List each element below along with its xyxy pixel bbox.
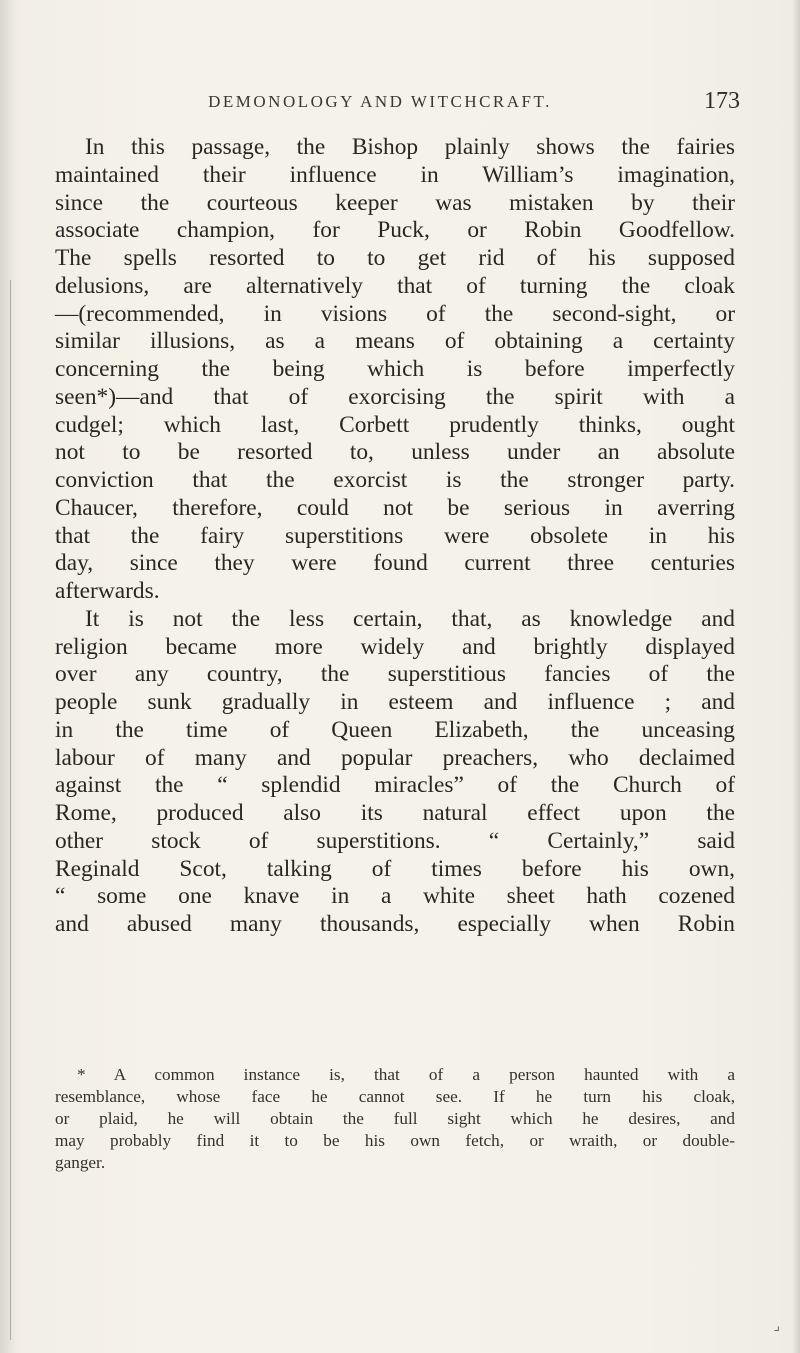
text-line: —(recommended, in visions of the second-sight, or xyxy=(55,300,735,327)
page-edge xyxy=(792,0,800,1353)
text-line: cudgel; which last, Corbett prudently thinks, ought xyxy=(55,411,735,438)
text-line: other stock of superstitions. “ Certainly,” said xyxy=(55,827,735,854)
text-line: Rome, produced also its natural effect upon the xyxy=(55,800,735,826)
page-header xyxy=(100,88,740,122)
text-line: labour of many and popular preachers, who declaimed xyxy=(55,744,735,771)
text-line: over any country, the superstitious fancies of the xyxy=(55,661,735,688)
spine-line xyxy=(10,280,11,1340)
text-line: and abused many thousands, especially when Robin xyxy=(55,911,735,937)
footnote-line: * A common instance is, that of a person haunted with a xyxy=(77,1065,735,1084)
text-line: conviction that the exorcist is the stronger party. xyxy=(55,467,735,493)
text-line: It is not the less certain, that, as knowledge and xyxy=(85,605,735,632)
gutter-shadow xyxy=(0,0,18,1353)
text-line: concerning the being which is before imperfectly xyxy=(55,356,735,382)
text-line: that the fairy superstitions were obsolete in his xyxy=(55,522,735,549)
text-line: since the courteous keeper was mistaken by their xyxy=(55,189,735,216)
text-line: afterwards. xyxy=(55,578,160,604)
text-line: in the time of Queen Elizabeth, the unceasing xyxy=(55,716,735,743)
running-head: DEMONOLOGY AND WITCHCRAFT. xyxy=(208,92,552,111)
text-line: associate champion, for Puck, or Robin Goodfellow. xyxy=(55,217,735,244)
text-line: religion became more widely and brightly displayed xyxy=(55,633,735,660)
text-line: day, since they were found current three centuries xyxy=(55,550,735,577)
text-line: against the “ splendid miracles” of the Church of xyxy=(55,772,735,799)
text-line: delusions, are alternatively that of turning the cloak xyxy=(55,272,735,299)
text-line: In this passage, the Bishop plainly shows the fairies xyxy=(85,134,735,160)
text-line: maintained their influence in William’s imagination, xyxy=(55,161,735,188)
text-line: people sunk gradually in esteem and influence ; and xyxy=(55,689,735,715)
page-number: 173 xyxy=(704,88,740,114)
page-corner-mark: ⌟ xyxy=(773,1318,780,1334)
footnote-line: resemblance, whose face he cannot see. If he turn his cloak, xyxy=(55,1087,735,1106)
footnote-line: ganger. xyxy=(55,1153,106,1172)
footnote-line: or plaid, he will obtain the full sight which he desires, and xyxy=(55,1109,735,1128)
text-line: similar illusions, as a means of obtaining a certainty xyxy=(55,328,735,355)
text-line: The spells resorted to to get rid of his supposed xyxy=(55,245,735,271)
text-line: seen*)—and that of exorcising the spirit with a xyxy=(55,383,735,410)
text-line: Chaucer, therefore, could not be serious in averring xyxy=(55,494,735,521)
text-line: Reginald Scot, talking of times before his own, xyxy=(55,855,735,882)
text-line: not to be resorted to, unless under an absolute xyxy=(55,439,735,466)
footnote xyxy=(55,1064,735,1174)
body-text xyxy=(55,134,735,939)
text-line: “ some one knave in a white sheet hath cozened xyxy=(55,883,735,910)
footnote-line: may probably find it to be his own fetch, or wraith, or double- xyxy=(55,1131,735,1150)
